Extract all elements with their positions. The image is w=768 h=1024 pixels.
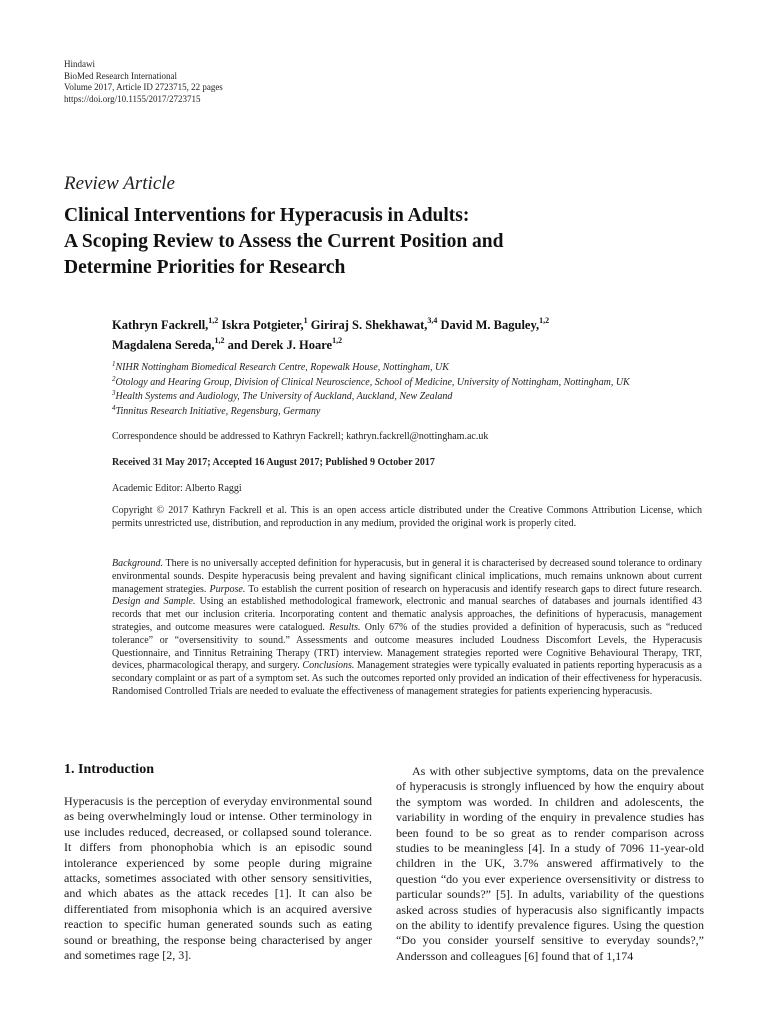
affiliation-text: Tinnitus Research Initiative, Regensburg, Germany bbox=[115, 405, 321, 417]
section-heading-introduction: 1. Introduction bbox=[64, 762, 154, 777]
abstract-results-label: Results. bbox=[329, 621, 361, 633]
academic-editor: Academic Editor: Alberto Raggi bbox=[112, 483, 242, 494]
abstract-background-label: Background. bbox=[112, 558, 164, 569]
author-affiliation-marker: 1 bbox=[303, 316, 308, 325]
publisher-name: Hindawi bbox=[64, 59, 95, 69]
title-line: Clinical Interventions for Hyperacusis in Adults: bbox=[64, 205, 470, 226]
article-type: Review Article bbox=[64, 173, 175, 194]
body-paragraph: Hyperacusis is the perception of everyday environmental sound as being overwhelmingly loud or intense. Other terminology in use includes reduced, decreased, or collapsed sound tolerance. It differs from phonophobia which is an episodic sound intolerance experienced by some people during migraine attacks, sometimes associated with other sensory sensitivities, and which abates as the attack recedes [1]. It can also be differentiated from misophonia which is an acquired aversive reaction to specific human generated sounds such as eating sound or breathing, the response being characterised by anger and sometimes rage [2, 3]. bbox=[64, 794, 372, 963]
author-name: Iskra Potgieter, bbox=[221, 318, 304, 332]
author-affiliation-marker: 1,2 bbox=[332, 336, 343, 345]
abstract-purpose-label: Purpose. bbox=[209, 583, 246, 595]
author-name: Kathryn Fackrell, bbox=[112, 318, 209, 332]
abstract-conclusions-text: Management strategies were typically evaluated in patients reporting hyperacusis as a secondary complaint or as part of a symptom set. As such the outcomes reported only provided an indication of their effectiveness for hyperacusis. Randomised Controlled Trials are needed to evaluate the effectiveness of management strategies for patients experiencing hyperacusis. bbox=[112, 660, 702, 697]
abstract-results-text: Only 67% of the studies provided a definition of hyperacusis, such as “reduced tolerance” or “oversensitivity to sound.” Assessments and outcome measures included Loudness Discomfort Levels, the Hyperacusis Questionnaire, and Tinnitus Retraining Therapy (TRT) interview. Management strategies reported were Cognitive Behavioural Therapy, TRT, devices, pharmacological therapy, and surgery. bbox=[112, 621, 702, 672]
abstract bbox=[112, 558, 702, 699]
author-affiliation-marker: 1,2 bbox=[214, 336, 225, 345]
affiliation-text: NIHR Nottingham Biomedical Research Centre, Ropewalk House, Nottingham, UK bbox=[115, 362, 449, 373]
body-paragraph: As with other subjective symptoms, data on the prevalence of hyperacusis is strongly influenced by how the enquiry about the symptom was worded. In children and adolescents, the variability in wording of the enquiry in prevalence studies has been found to be so great as to render comparison across studies to be meaningless [4]. In a study of 7096 11-year-old children in the UK, 3.7% answered affirmatively to the question “do you ever experience oversensitivity or distress to particular sounds?” [5]. In adults, variability of the questions asked across studies of hyperacusis also significantly impacts on the ability to identify prevalence figures. Using the question “Do you consider yourself sensitive to everyday sounds?,” Andersson and colleagues [6] found that of 1,174 bbox=[396, 764, 704, 963]
body-column-left bbox=[64, 794, 372, 963]
copyright-notice: Copyright © 2017 Kathryn Fackrell et al. This is an open access article distributed under the Creative Commons Attribution License, which permits unrestricted use, distribution, and reproduction in any medium, provided the original work is properly cited. bbox=[112, 505, 702, 529]
title-line: Determine Priorities for Research bbox=[64, 257, 346, 278]
volume-info: Volume 2017, Article ID 2723715, 22 pages bbox=[64, 82, 223, 92]
author-name: and Derek J. Hoare bbox=[227, 338, 333, 352]
affiliation-number: 2 bbox=[112, 374, 116, 383]
abstract-design-label: Design and Sample. bbox=[112, 596, 196, 608]
abstract-background-text: There is no universally accepted definition for hyperacusis, but in general it is characterised by decreased sound tolerance to ordinary environmental sounds. Despite hyperacusis being prevalent and having significant clinical implications, much remains unknown about current management strategies. bbox=[112, 558, 702, 595]
body-column-right bbox=[396, 764, 704, 964]
affiliation-number: 3 bbox=[112, 389, 116, 397]
doi-link[interactable]: https://doi.org/10.1155/2017/2723715 bbox=[64, 93, 201, 104]
affiliation-item bbox=[112, 405, 722, 420]
affiliation-number: 1 bbox=[112, 360, 116, 368]
author-affiliation-marker: 1,2 bbox=[539, 316, 550, 325]
title-line: A Scoping Review to Assess the Current Position and bbox=[64, 231, 504, 252]
author-name: David M. Baguley, bbox=[440, 318, 540, 332]
author-affiliation-marker: 3,4 bbox=[427, 316, 438, 325]
affiliation-number: 4 bbox=[112, 403, 116, 412]
author-affiliation-marker: 1,2 bbox=[208, 316, 219, 325]
affiliation-item bbox=[112, 376, 722, 391]
journal-name: BioMed Research International bbox=[64, 70, 177, 81]
publication-dates: Received 31 May 2017; Accepted 16 August 2017; Published 9 October 2017 bbox=[112, 457, 435, 468]
abstract-purpose-text: To establish the current position of research on hyperacusis and identify research gaps to direct future research. bbox=[245, 583, 703, 595]
affiliation-list bbox=[112, 361, 722, 419]
affiliation-item bbox=[112, 390, 722, 405]
journal-header bbox=[64, 59, 223, 105]
author-name: Magdalena Sereda, bbox=[112, 338, 215, 352]
affiliation-text: Health Systems and Audiology, The University of Auckland, Auckland, New Zealand bbox=[115, 391, 453, 402]
abstract-design-text: Using an established methodological framework, electronic and manual searches of databases and journals identified 43 records that met our inclusion criteria. Incorporating content and thematic analysis approaches, the definitions of hyperacusis, management strategies, and outcome measures were catalogued. bbox=[112, 596, 702, 633]
affiliation-text: Otology and Hearing Group, Division of Clinical Neuroscience, School of Medicine, University of Nottingham, Nottingham, UK bbox=[115, 376, 630, 388]
article-title bbox=[64, 203, 714, 281]
author-name: Giriraj S. Shekhawat, bbox=[310, 318, 428, 332]
author-list bbox=[112, 315, 722, 355]
correspondence-line: Correspondence should be addressed to Kathryn Fackrell; kathryn.fackrell@nottingham.ac.uk bbox=[112, 431, 489, 442]
affiliation-item bbox=[112, 361, 722, 376]
abstract-conclusions-label: Conclusions. bbox=[302, 660, 355, 672]
